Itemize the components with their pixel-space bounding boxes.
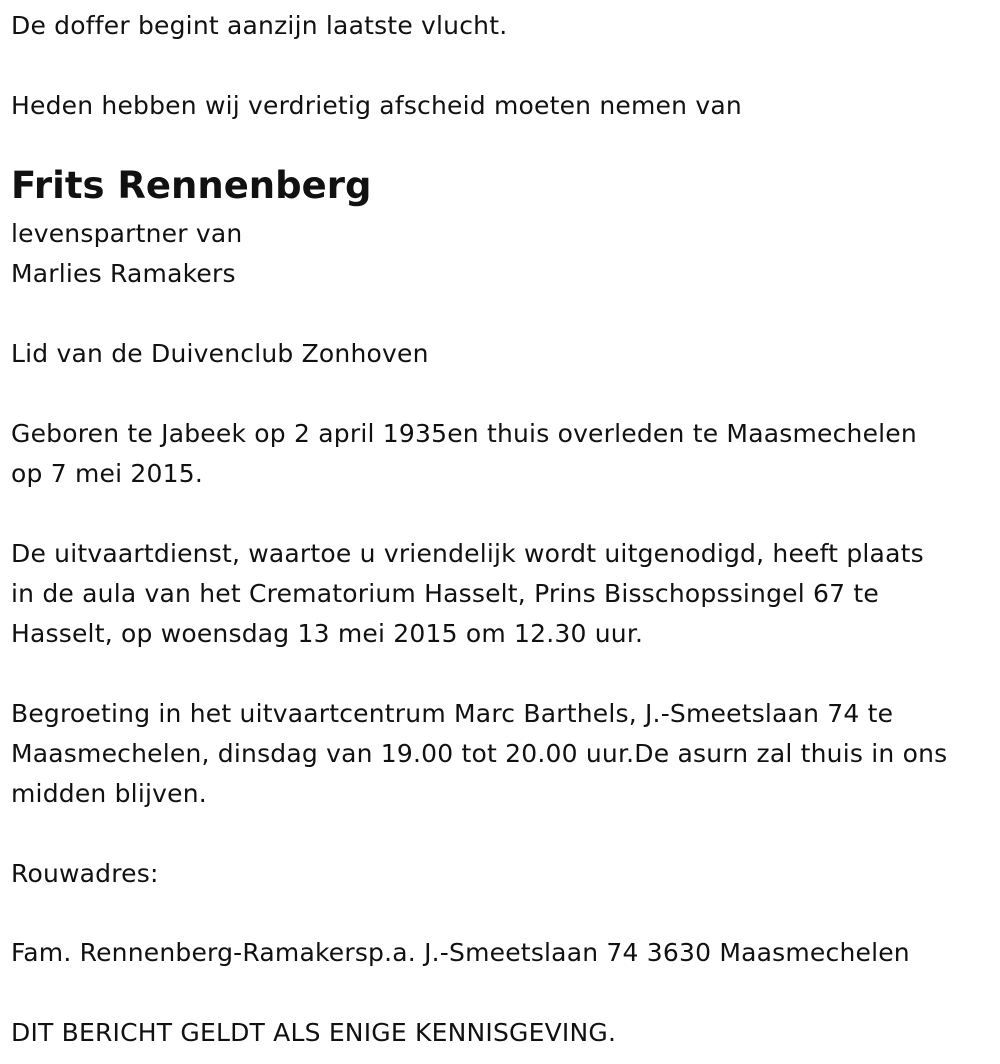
partner-name: Marlies Ramakers	[11, 259, 236, 288]
greeting-line-3: midden blijven.	[11, 779, 207, 808]
birth-death-line-1: Geboren te Jabeek op 2 april 1935en thuis overleden te Maasmechelen	[11, 419, 917, 448]
address-line: Fam. Rennenberg-Ramakersp.a. J.-Smeetslaan 74 3630 Maasmechelen	[11, 938, 910, 967]
greeting-line-2: Maasmechelen, dinsdag van 19.00 tot 20.00 uur.De asurn zal thuis in ons	[11, 739, 948, 768]
relation-label: levenspartner van	[11, 219, 243, 248]
greeting-line-1: Begroeting in het uitvaartcentrum Marc Barthels, J.-Smeetslaan 74 te	[11, 699, 894, 728]
membership-line: Lid van de Duivenclub Zonhoven	[11, 339, 429, 368]
service-line-2: in de aula van het Crematorium Hasselt, Prins Bisschopssingel 67 te	[11, 579, 879, 608]
closing-line: DIT BERICHT GELDT ALS ENIGE KENNISGEVING.	[11, 1018, 617, 1047]
birth-death-line-2: op 7 mei 2015.	[11, 459, 203, 488]
announcement-line: Heden hebben wij verdrietig afscheid moeten nemen van	[11, 91, 742, 120]
address-label: Rouwadres:	[11, 859, 159, 888]
deceased-name: Frits Rennenberg	[11, 164, 372, 207]
service-line-1: De uitvaartdienst, waartoe u vriendelijk wordt uitgenodigd, heeft plaats	[11, 539, 924, 568]
intro-line: De doffer begint aanzijn laatste vlucht.	[11, 11, 508, 40]
service-line-3: Hasselt, op woensdag 13 mei 2015 om 12.30 uur.	[11, 619, 644, 648]
